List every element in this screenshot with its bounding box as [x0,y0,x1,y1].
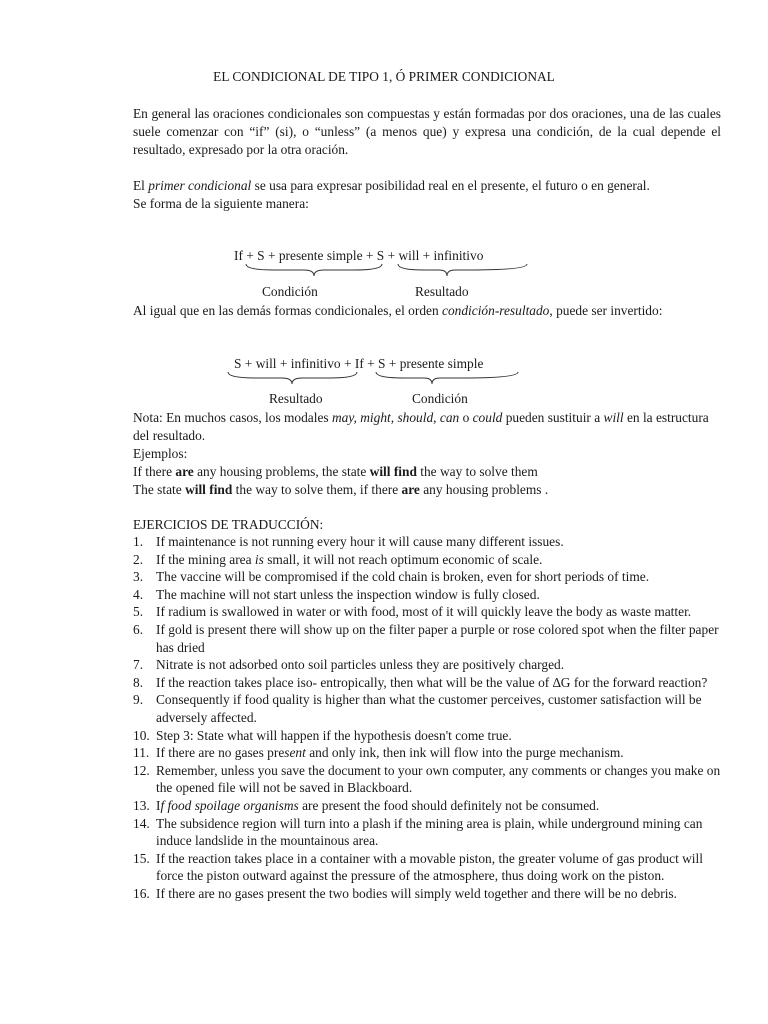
formula-resultado-condicion: S + will + infinitivo + If + S + presente simple [234,356,484,371]
exercise-text: The vaccine will be compromised if the cold chain is broken, even for short periods of time. [156,569,650,585]
exercise-text: If maintenance is not running every hour it will cause many different issues. [156,534,564,549]
formula-condicion-resultado: If + S + presente simple + S + will + infinitivo [234,248,484,263]
exercise-text: are present the food should definitely not be consumed. [298,797,600,813]
nota-text-1: Nota: En muchos casos, los modales [133,410,332,425]
invert-paragraph [133,302,721,320]
exercise-number: 7. [133,657,144,673]
brace-resultado-2 [228,372,357,384]
primer-paragraph [133,177,721,213]
exercise-number: 4. [133,586,144,602]
ex1-a: If there [133,464,176,479]
nota-text-2: , [433,410,440,425]
exercise-text: Nitrate is not adsorbed onto soil particles unless they are positively charged. [156,657,565,673]
exercise-text: Consequently if food quality is higher than what the customer perceives, customer satisfaction will be adversely affected. [156,692,702,725]
exercise-number: 9. [133,692,144,708]
exercise-item [133,621,721,656]
exercise-number: 12. [133,762,150,778]
exercise-number: 2. [133,551,144,567]
exercise-item [133,727,721,745]
brace-condicion-2 [376,372,518,384]
exercise-number: 13. [133,797,150,813]
exercise-text: and only ink, then ink will flow into the purge mechanism. [305,745,624,761]
formula2-braces [226,370,526,386]
exercise-text: Remember, unless you save the document to your own computer, any comments or changes you make on the opened file will not be saved in Blackboard. [156,762,721,796]
formula1-label-left: Condición [262,284,318,299]
exercise-item [133,586,721,604]
exercise-item [133,568,721,586]
exercise-text: If radium is swallowed in water or with food, most of it will quickly leave the body as waste matter. [156,604,692,620]
formula1-label-right: Resultado [415,284,469,299]
brace-resultado [398,264,527,276]
nota-paragraph [133,409,721,499]
ex2-d: are [401,482,420,497]
primer-text-post: se usa para expresar posibilidad real en el presente, el futuro o en general. [251,178,650,193]
exercise-text: If there are no gases present the two bodies will simply weld together and there will be no debris. [156,885,677,901]
ex1-c: any housing problems, the state [193,464,370,479]
primer-text-pre: El [133,178,149,193]
exercise-text: If there are no gases pre [156,745,285,761]
exercise-text: small, it will not reach optimum economic of scale. [263,551,543,567]
exercise-text: The subsidence region will turn into a plash if the mining area is plain, while underground mining can induce landslide in the mountainous area. [156,815,703,849]
invert-text-post: , puede ser invertido: [549,303,663,318]
formula1-braces [234,262,534,278]
ex1-e: the way to solve them [416,464,538,479]
exercise-item [133,762,721,797]
exercise-number: 1. [133,534,144,549]
exercise-number: 3. [133,569,144,585]
exercise-item [133,603,721,621]
exercise-item [133,885,721,903]
ejemplos-label: Ejemplos: [133,446,188,461]
nota-will: will [603,410,624,425]
exercise-text: If the mining area [156,551,255,567]
exercise-number: 11. [133,745,150,761]
exercise-emphasis: is [254,551,264,567]
invert-term: condición-resultado [442,303,550,318]
example-2 [133,481,721,499]
brace-condicion [246,264,382,276]
exercise-number: 10. [133,727,150,743]
formula2-label-right: Condición [412,391,468,406]
exercise-text: If gold is present there will show up on the filter paper a purple or rose colored spot when the filter paper has dried [156,621,719,655]
exercise-number: 6. [133,621,144,637]
exercise-item [133,551,721,569]
exercise-item [133,656,721,674]
exercise-text: If the reaction takes place in a container with a movable piston, the greater volume of gas product will force the piston outward against the pressure of the atmosphere, thus doing work on the piston. [156,850,703,884]
ex2-a: The state [133,482,186,497]
example-1 [133,463,721,481]
exercise-item [133,815,721,850]
exercise-emphasis: sent [284,745,306,761]
exercise-text: I [156,797,161,813]
exercise-list [133,533,721,902]
exercise-number: 8. [133,674,144,690]
exercise-text: Step 3: State what will happen if the hypothesis doesn't come true. [156,727,512,743]
nota-modals: may, might, should [331,410,434,425]
exercise-item [133,797,721,815]
exercise-number: 15. [133,850,150,866]
nota-text-5: en la estructura del resultado. [133,410,709,443]
exercise-number: 14. [133,815,150,831]
exercise-item [133,533,721,551]
nota-text-4: pueden sustituir a [502,410,604,425]
forma-line: Se forma de la siguiente manera: [133,196,309,211]
intro-paragraph: En general las oraciones condicionales son compuestas y están formadas por dos oraciones, una de las cuales suele comenzar con “if” (si), o “unless” (a menos que) y expresa una condición, de la cual depende el resultado, expresado por la otra oración. [133,106,721,157]
ex2-c: the way to solve them, if there [232,482,402,497]
invert-text-pre: Al igual que en las demás formas condicionales, el orden [133,303,443,318]
exercise-emphasis: f food spoilage organisms [160,797,299,813]
nota-text-3: o [459,410,473,425]
formula2-label-left: Resultado [269,391,323,406]
nota-could: could [472,410,503,425]
nota-can: can [439,410,460,425]
exercise-item [133,850,721,885]
ex1-d: will find [369,464,417,479]
exercise-text: If the reaction takes place iso- entropically, then what will be the value of ∆G for the forward reaction? [156,674,708,690]
exercise-number: 16. [133,885,150,901]
exercise-item [133,691,721,726]
ex2-e: any housing problems . [419,482,549,497]
page-title: EL CONDICIONAL DE TIPO 1, Ó PRIMER CONDICIONAL [213,69,555,84]
exercise-text: The machine will not start unless the inspection window is fully closed. [156,586,540,602]
exercise-item [133,674,721,692]
exercise-number: 5. [133,604,144,620]
exercise-item [133,744,721,762]
ex2-b: will find [185,482,233,497]
exercises-title: EJERCICIOS DE TRADUCCIÓN: [133,517,324,532]
primer-term: primer condicional [148,178,252,193]
ex1-b: are [175,464,194,479]
